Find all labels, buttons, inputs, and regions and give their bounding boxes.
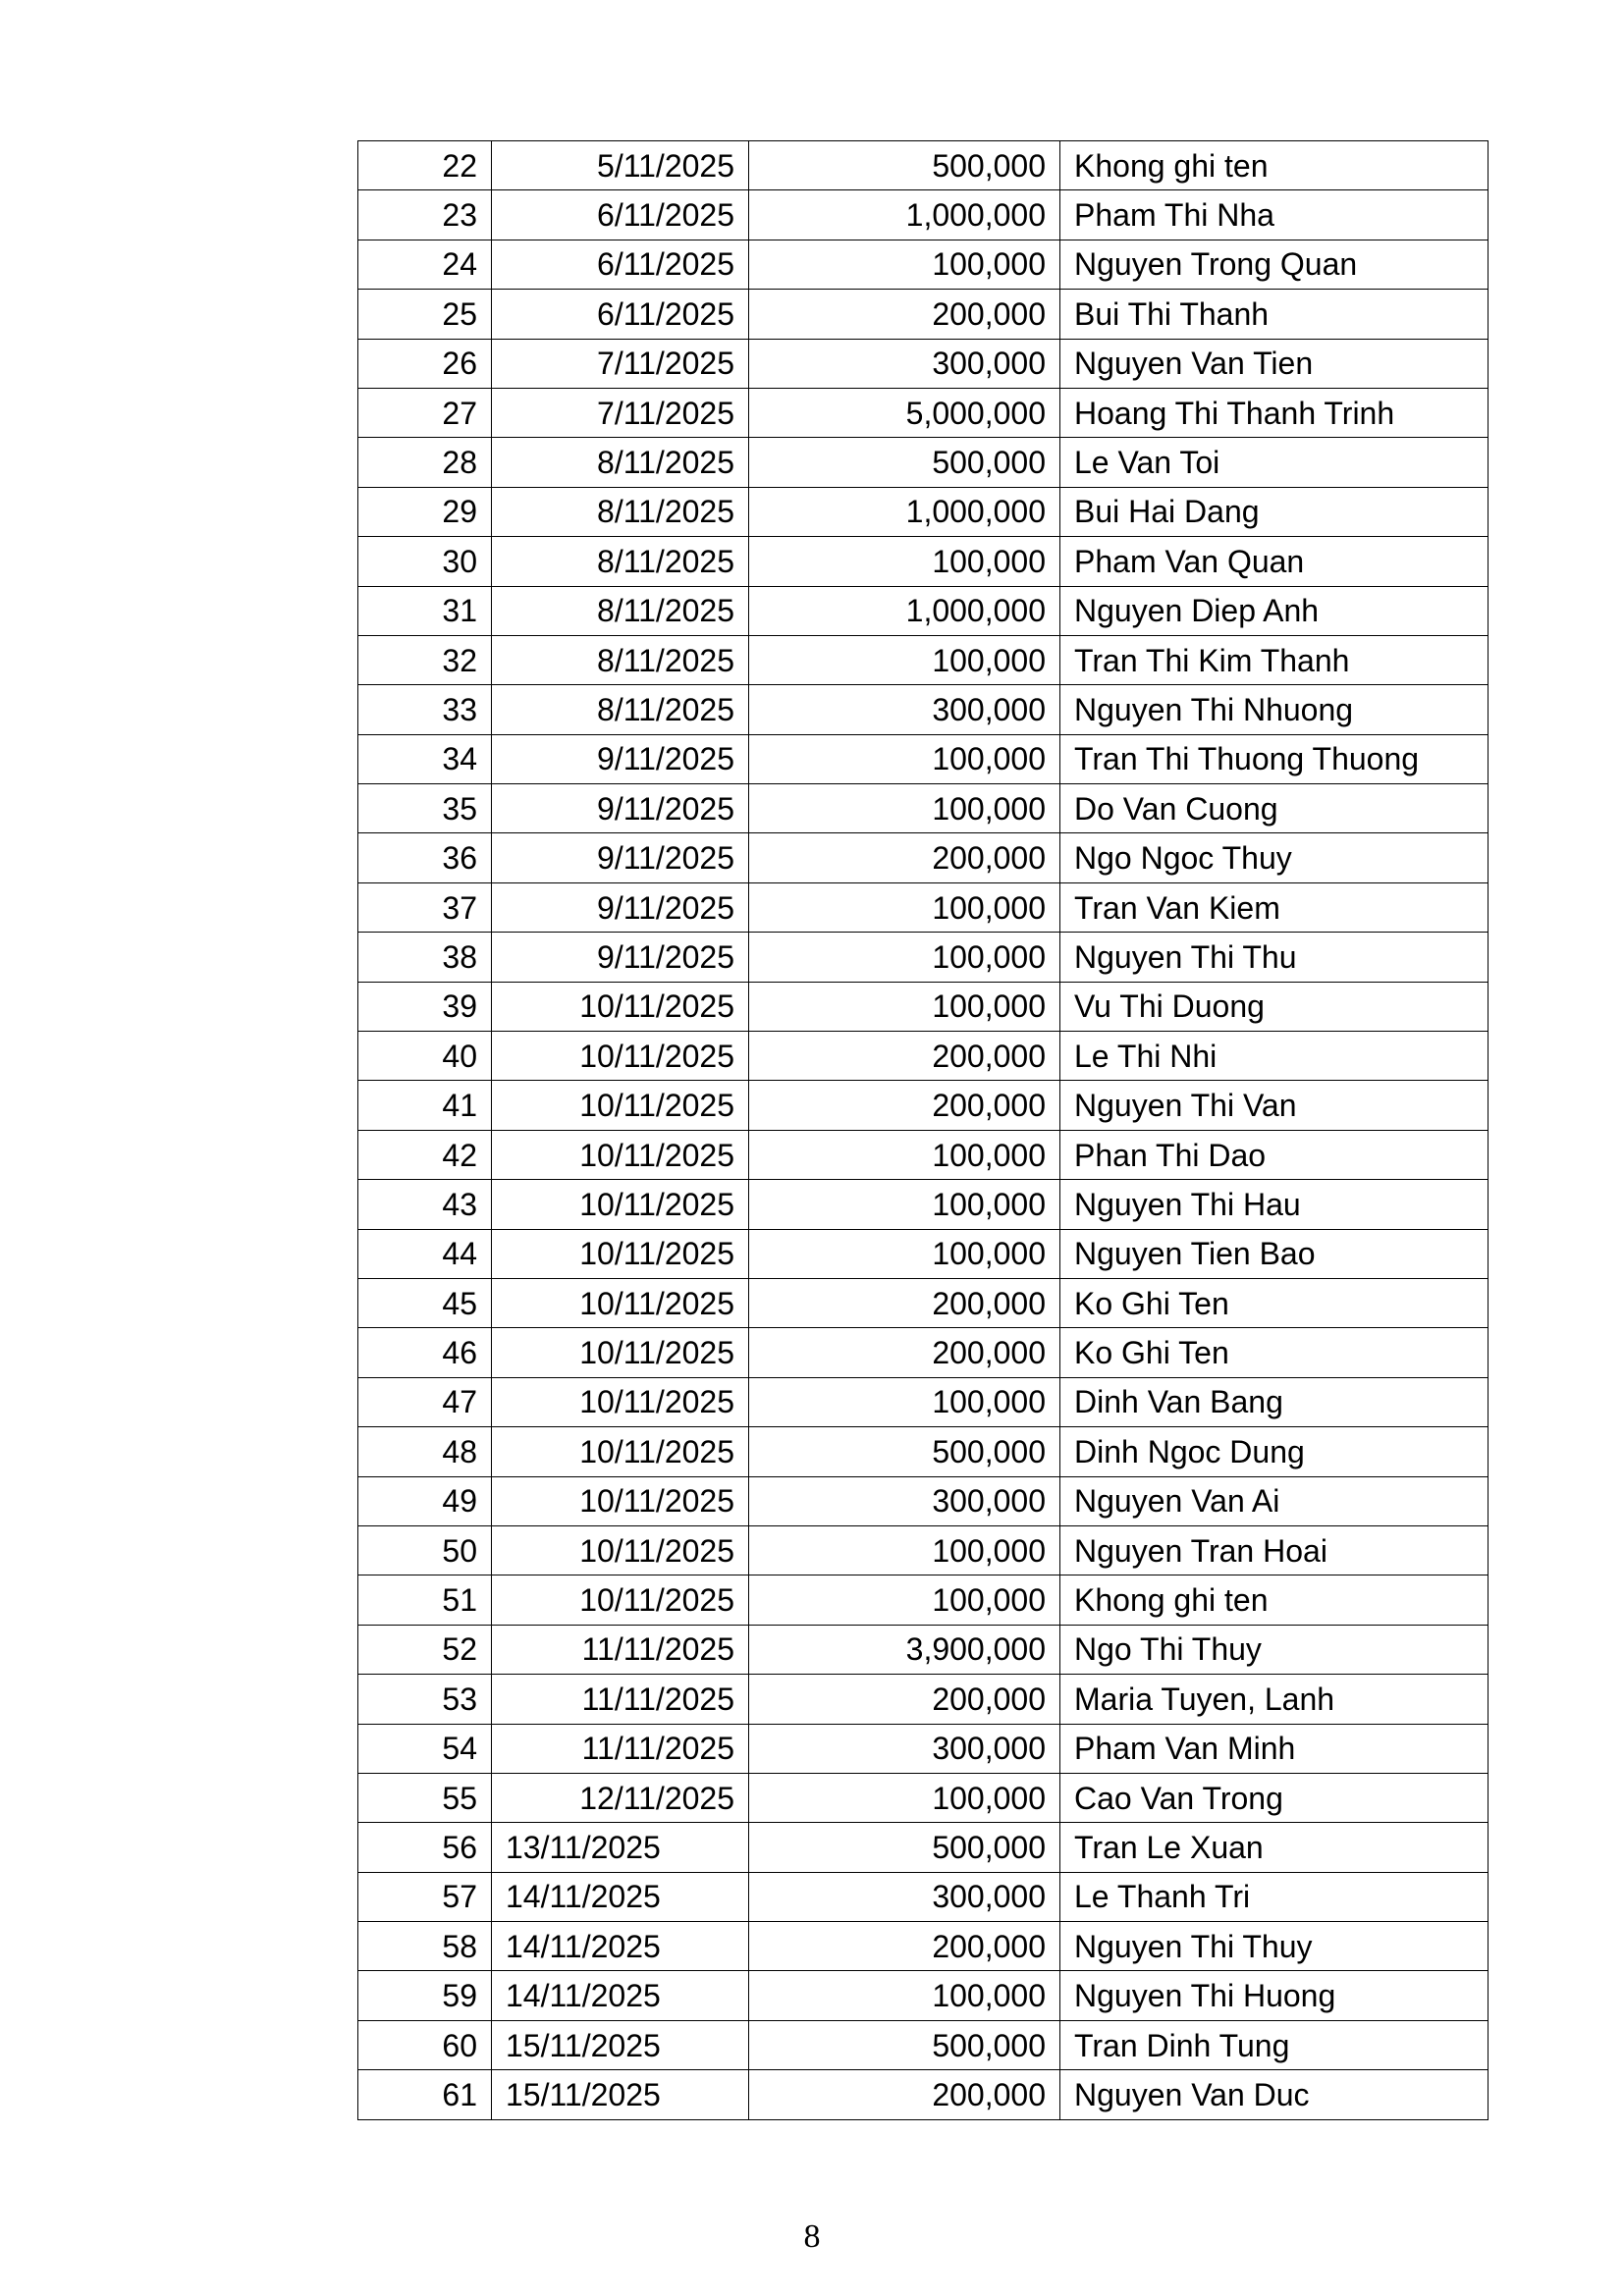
donor-name-cell: Tran Thi Kim Thanh xyxy=(1060,635,1489,684)
date-cell: 8/11/2025 xyxy=(492,438,749,487)
date-cell: 9/11/2025 xyxy=(492,784,749,833)
date-cell: 10/11/2025 xyxy=(492,1525,749,1575)
row-number-cell: 53 xyxy=(358,1675,492,1724)
table-row xyxy=(358,1625,1489,1674)
date-cell: 13/11/2025 xyxy=(492,1823,749,1872)
row-number-cell: 56 xyxy=(358,1823,492,1872)
row-number-cell: 41 xyxy=(358,1081,492,1130)
table-row xyxy=(358,537,1489,586)
date-cell: 10/11/2025 xyxy=(492,1328,749,1377)
row-number-cell: 26 xyxy=(358,339,492,388)
donor-name-cell: Khong ghi ten xyxy=(1060,1575,1489,1625)
amount-cell: 100,000 xyxy=(749,240,1060,289)
row-number-cell: 46 xyxy=(358,1328,492,1377)
table-row xyxy=(358,1229,1489,1278)
donor-name-cell: Nguyen Trong Quan xyxy=(1060,240,1489,289)
amount-cell: 100,000 xyxy=(749,784,1060,833)
donor-name-cell: Dinh Ngoc Dung xyxy=(1060,1427,1489,1476)
row-number-cell: 47 xyxy=(358,1377,492,1426)
table-row xyxy=(358,438,1489,487)
donor-name-cell: Maria Tuyen, Lanh xyxy=(1060,1675,1489,1724)
row-number-cell: 23 xyxy=(358,190,492,240)
row-number-cell: 60 xyxy=(358,2020,492,2069)
row-number-cell: 37 xyxy=(358,882,492,932)
row-number-cell: 59 xyxy=(358,1971,492,2020)
amount-cell: 100,000 xyxy=(749,1377,1060,1426)
row-number-cell: 45 xyxy=(358,1278,492,1327)
table-row xyxy=(358,240,1489,289)
date-cell: 10/11/2025 xyxy=(492,1032,749,1081)
row-number-cell: 25 xyxy=(358,290,492,339)
table-row xyxy=(358,487,1489,536)
donor-name-cell: Phan Thi Dao xyxy=(1060,1130,1489,1179)
date-cell: 8/11/2025 xyxy=(492,635,749,684)
table-row xyxy=(358,1773,1489,1822)
amount-cell: 300,000 xyxy=(749,1724,1060,1773)
date-cell: 6/11/2025 xyxy=(492,190,749,240)
date-cell: 12/11/2025 xyxy=(492,1773,749,1822)
table-row xyxy=(358,190,1489,240)
amount-cell: 100,000 xyxy=(749,1575,1060,1625)
donor-name-cell: Nguyen Van Ai xyxy=(1060,1476,1489,1525)
donor-name-cell: Bui Hai Dang xyxy=(1060,487,1489,536)
table-row xyxy=(358,784,1489,833)
table-row xyxy=(358,1525,1489,1575)
amount-cell: 100,000 xyxy=(749,933,1060,982)
donor-name-cell: Tran Dinh Tung xyxy=(1060,2020,1489,2069)
table-row xyxy=(358,2070,1489,2119)
amount-cell: 200,000 xyxy=(749,1328,1060,1377)
amount-cell: 1,000,000 xyxy=(749,487,1060,536)
date-cell: 8/11/2025 xyxy=(492,487,749,536)
date-cell: 5/11/2025 xyxy=(492,141,749,190)
row-number-cell: 39 xyxy=(358,982,492,1031)
table-row xyxy=(358,1476,1489,1525)
row-number-cell: 32 xyxy=(358,635,492,684)
date-cell: 11/11/2025 xyxy=(492,1675,749,1724)
amount-cell: 100,000 xyxy=(749,1525,1060,1575)
table-row xyxy=(358,388,1489,437)
donor-name-cell: Nguyen Van Tien xyxy=(1060,339,1489,388)
row-number-cell: 55 xyxy=(358,1773,492,1822)
table-row xyxy=(358,1081,1489,1130)
table-row xyxy=(358,882,1489,932)
donor-name-cell: Hoang Thi Thanh Trinh xyxy=(1060,388,1489,437)
table-row xyxy=(358,1032,1489,1081)
row-number-cell: 51 xyxy=(358,1575,492,1625)
amount-cell: 200,000 xyxy=(749,833,1060,882)
amount-cell: 200,000 xyxy=(749,1081,1060,1130)
amount-cell: 300,000 xyxy=(749,339,1060,388)
date-cell: 10/11/2025 xyxy=(492,1130,749,1179)
amount-cell: 500,000 xyxy=(749,1427,1060,1476)
donor-name-cell: Dinh Van Bang xyxy=(1060,1377,1489,1426)
donor-name-cell: Do Van Cuong xyxy=(1060,784,1489,833)
amount-cell: 500,000 xyxy=(749,2020,1060,2069)
date-cell: 10/11/2025 xyxy=(492,1476,749,1525)
date-cell: 9/11/2025 xyxy=(492,734,749,783)
amount-cell: 100,000 xyxy=(749,882,1060,932)
date-cell: 7/11/2025 xyxy=(492,388,749,437)
table-row xyxy=(358,2020,1489,2069)
donor-name-cell: Nguyen Tran Hoai xyxy=(1060,1525,1489,1575)
date-cell: 9/11/2025 xyxy=(492,833,749,882)
row-number-cell: 49 xyxy=(358,1476,492,1525)
amount-cell: 300,000 xyxy=(749,1476,1060,1525)
row-number-cell: 33 xyxy=(358,685,492,734)
amount-cell: 500,000 xyxy=(749,1823,1060,1872)
date-cell: 10/11/2025 xyxy=(492,1377,749,1426)
date-cell: 11/11/2025 xyxy=(492,1724,749,1773)
donor-name-cell: Ngo Ngoc Thuy xyxy=(1060,833,1489,882)
table-row xyxy=(358,586,1489,635)
donor-name-cell: Nguyen Diep Anh xyxy=(1060,586,1489,635)
date-cell: 8/11/2025 xyxy=(492,586,749,635)
amount-cell: 200,000 xyxy=(749,1032,1060,1081)
row-number-cell: 58 xyxy=(358,1922,492,1971)
amount-cell: 300,000 xyxy=(749,1872,1060,1921)
row-number-cell: 34 xyxy=(358,734,492,783)
table-row xyxy=(358,1675,1489,1724)
row-number-cell: 28 xyxy=(358,438,492,487)
date-cell: 10/11/2025 xyxy=(492,1278,749,1327)
table-row xyxy=(358,290,1489,339)
donor-name-cell: Vu Thi Duong xyxy=(1060,982,1489,1031)
row-number-cell: 24 xyxy=(358,240,492,289)
amount-cell: 1,000,000 xyxy=(749,586,1060,635)
date-cell: 14/11/2025 xyxy=(492,1872,749,1921)
donor-name-cell: Ko Ghi Ten xyxy=(1060,1328,1489,1377)
donor-name-cell: Khong ghi ten xyxy=(1060,141,1489,190)
row-number-cell: 42 xyxy=(358,1130,492,1179)
amount-cell: 200,000 xyxy=(749,2070,1060,2119)
donor-name-cell: Nguyen Thi Nhuong xyxy=(1060,685,1489,734)
table-row xyxy=(358,982,1489,1031)
table-row xyxy=(358,1377,1489,1426)
date-cell: 15/11/2025 xyxy=(492,2020,749,2069)
donor-name-cell: Pham Van Quan xyxy=(1060,537,1489,586)
row-number-cell: 61 xyxy=(358,2070,492,2119)
donor-name-cell: Pham Thi Nha xyxy=(1060,190,1489,240)
date-cell: 6/11/2025 xyxy=(492,240,749,289)
row-number-cell: 54 xyxy=(358,1724,492,1773)
donor-name-cell: Le Thi Nhi xyxy=(1060,1032,1489,1081)
donation-table xyxy=(357,140,1489,2120)
donor-name-cell: Nguyen Thi Huong xyxy=(1060,1971,1489,2020)
row-number-cell: 57 xyxy=(358,1872,492,1921)
table-row xyxy=(358,1922,1489,1971)
table-row xyxy=(358,1278,1489,1327)
amount-cell: 300,000 xyxy=(749,685,1060,734)
date-cell: 14/11/2025 xyxy=(492,1971,749,2020)
donor-name-cell: Cao Van Trong xyxy=(1060,1773,1489,1822)
amount-cell: 500,000 xyxy=(749,141,1060,190)
date-cell: 6/11/2025 xyxy=(492,290,749,339)
date-cell: 9/11/2025 xyxy=(492,882,749,932)
row-number-cell: 22 xyxy=(358,141,492,190)
date-cell: 10/11/2025 xyxy=(492,1575,749,1625)
amount-cell: 200,000 xyxy=(749,1278,1060,1327)
donor-name-cell: Bui Thi Thanh xyxy=(1060,290,1489,339)
amount-cell: 200,000 xyxy=(749,1922,1060,1971)
row-number-cell: 38 xyxy=(358,933,492,982)
amount-cell: 100,000 xyxy=(749,982,1060,1031)
donor-name-cell: Le Van Toi xyxy=(1060,438,1489,487)
table-row xyxy=(358,1971,1489,2020)
table-row xyxy=(358,635,1489,684)
table-row xyxy=(358,734,1489,783)
donor-name-cell: Nguyen Thi Van xyxy=(1060,1081,1489,1130)
amount-cell: 1,000,000 xyxy=(749,190,1060,240)
row-number-cell: 50 xyxy=(358,1525,492,1575)
row-number-cell: 48 xyxy=(358,1427,492,1476)
donor-name-cell: Tran Le Xuan xyxy=(1060,1823,1489,1872)
date-cell: 8/11/2025 xyxy=(492,685,749,734)
date-cell: 9/11/2025 xyxy=(492,933,749,982)
amount-cell: 500,000 xyxy=(749,438,1060,487)
donor-name-cell: Tran Van Kiem xyxy=(1060,882,1489,932)
row-number-cell: 35 xyxy=(358,784,492,833)
date-cell: 10/11/2025 xyxy=(492,1427,749,1476)
amount-cell: 200,000 xyxy=(749,290,1060,339)
table-row xyxy=(358,1575,1489,1625)
donor-name-cell: Nguyen Van Duc xyxy=(1060,2070,1489,2119)
donor-name-cell: Le Thanh Tri xyxy=(1060,1872,1489,1921)
row-number-cell: 29 xyxy=(358,487,492,536)
donor-name-cell: Nguyen Thi Hau xyxy=(1060,1180,1489,1229)
row-number-cell: 30 xyxy=(358,537,492,586)
row-number-cell: 40 xyxy=(358,1032,492,1081)
table-row xyxy=(358,685,1489,734)
row-number-cell: 27 xyxy=(358,388,492,437)
donor-name-cell: Nguyen Thi Thu xyxy=(1060,933,1489,982)
amount-cell: 100,000 xyxy=(749,1180,1060,1229)
date-cell: 10/11/2025 xyxy=(492,1229,749,1278)
page-number: 8 xyxy=(803,2218,821,2255)
amount-cell: 100,000 xyxy=(749,635,1060,684)
date-cell: 7/11/2025 xyxy=(492,339,749,388)
donor-name-cell: Pham Van Minh xyxy=(1060,1724,1489,1773)
donor-name-cell: Tran Thi Thuong Thuong xyxy=(1060,734,1489,783)
table-row xyxy=(358,1130,1489,1179)
amount-cell: 100,000 xyxy=(749,1229,1060,1278)
donor-name-cell: Ngo Thi Thuy xyxy=(1060,1625,1489,1674)
amount-cell: 100,000 xyxy=(749,537,1060,586)
table-row xyxy=(358,1823,1489,1872)
donor-name-cell: Nguyen Thi Thuy xyxy=(1060,1922,1489,1971)
row-number-cell: 43 xyxy=(358,1180,492,1229)
amount-cell: 5,000,000 xyxy=(749,388,1060,437)
row-number-cell: 44 xyxy=(358,1229,492,1278)
row-number-cell: 36 xyxy=(358,833,492,882)
amount-cell: 200,000 xyxy=(749,1675,1060,1724)
row-number-cell: 52 xyxy=(358,1625,492,1674)
date-cell: 14/11/2025 xyxy=(492,1922,749,1971)
date-cell: 10/11/2025 xyxy=(492,1180,749,1229)
table-row xyxy=(358,1872,1489,1921)
table-row xyxy=(358,339,1489,388)
date-cell: 10/11/2025 xyxy=(492,1081,749,1130)
table-row xyxy=(358,833,1489,882)
date-cell: 11/11/2025 xyxy=(492,1625,749,1674)
donor-name-cell: Ko Ghi Ten xyxy=(1060,1278,1489,1327)
date-cell: 10/11/2025 xyxy=(492,982,749,1031)
date-cell: 15/11/2025 xyxy=(492,2070,749,2119)
table-row xyxy=(358,933,1489,982)
donor-name-cell: Nguyen Tien Bao xyxy=(1060,1229,1489,1278)
amount-cell: 100,000 xyxy=(749,734,1060,783)
amount-cell: 3,900,000 xyxy=(749,1625,1060,1674)
table-row xyxy=(358,1328,1489,1377)
amount-cell: 100,000 xyxy=(749,1130,1060,1179)
amount-cell: 100,000 xyxy=(749,1971,1060,2020)
row-number-cell: 31 xyxy=(358,586,492,635)
table-row xyxy=(358,1180,1489,1229)
date-cell: 8/11/2025 xyxy=(492,537,749,586)
table-row xyxy=(358,141,1489,190)
amount-cell: 100,000 xyxy=(749,1773,1060,1822)
donation-table-body xyxy=(358,141,1489,2120)
table-row xyxy=(358,1724,1489,1773)
table-row xyxy=(358,1427,1489,1476)
